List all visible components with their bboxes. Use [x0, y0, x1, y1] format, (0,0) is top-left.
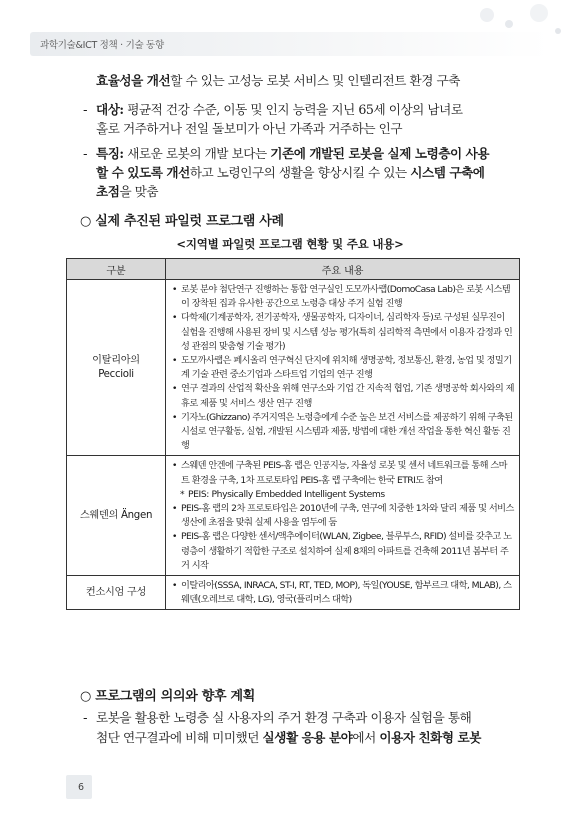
list-item: • 도모까사랩은 페시올리 연구혁신 단지에 위치해 생명공학, 정보통신, 환경, 농업 및 정밀기계 기술 관련 중소기업과 스타트업 기업의 연구 진행	[172, 354, 514, 382]
target-text-1: 평균적 건강 수준, 이동 및 인지 능력을 지닌 65세 이상의 남녀로	[123, 102, 463, 117]
table-row	[67, 280, 520, 456]
feature-bold: 기존에 개발된 로봇을 실제 노령층이 사용	[270, 146, 490, 161]
closing-text: 에서	[352, 730, 380, 745]
feature-line-2	[96, 164, 485, 182]
table-caption: <지역별 파일럿 프로그램 현황 및 주요 내용>	[176, 237, 404, 251]
feature-bold: 초점	[96, 184, 120, 199]
category-cell	[67, 280, 166, 456]
item-text: 도모까사랩은 페시올리 연구혁신 단지에 위치해 생명공학, 정보통신, 환경, 농업 및 정밀기계 기술 관련 중소기업과 스타트업 기업의 연구 진행	[181, 355, 512, 381]
item-text: 다학제(기계공학자, 전기공학자, 생물공학자, 디자이너, 심리학자 등)로 구성된 실무진이 실험을 진행해 사용된 장비 및 시스템 성능 평가(특히 심리학적 측면에서 이용자 감정과 인성 관점의 맞춤형 기술 평가)	[181, 312, 513, 352]
item-text: 연구 결과의 산업적 확산을 위해 연구소와 기업 간 지속적 협업, 기존 생명공학 회사와의 제휴로 제품 및 서비스 생산 연구 진행	[181, 383, 514, 409]
list-item: • 연구 결과의 산업적 확산을 위해 연구소와 기업 간 지속적 협업, 기존 생명공학 회사와의 제휴로 제품 및 서비스 생산 연구 진행	[172, 382, 514, 410]
item-text: 이탈리아(SSSA, INRACA, ST-I, RT, TED, MOP), 독일(YOUSE, 함부르크 대학, MLAB), 스웨덴(오레브로 대학, LG), 영국(플리머스 대학)	[181, 580, 512, 606]
dash-bullet: -	[83, 710, 88, 725]
closing-text: 첨단 연구결과에 비해 미미했던	[96, 730, 263, 745]
category-label: 스웨덴의 Ängen	[79, 509, 153, 521]
item-text: PEIS-홈 랩은 다양한 센서/액추에이터(WLAN, Zigbee, 블루투스, RFID) 설비를 갖추고 노령층이 생활하기 적합한 구조로 설치하여 실제 8채의 아파트를 건축해 2011년 봄부터 주거 시작	[181, 531, 512, 571]
feature-label: 특징:	[96, 146, 124, 161]
section-title: ○ 실제 추진된 파일럿 프로그램 사례	[80, 214, 284, 229]
table-header-row	[67, 259, 520, 280]
item-text: PEIS-홈 랩의 2차 프로토타입은 2010년에 구축, 연구에 치중한 1차와 달리 제품 및 서비스 생산에 초점을 맞춰 실제 사용을 염두에 둠	[181, 503, 514, 529]
dash-bullet: -	[83, 146, 88, 161]
feature-line-1	[96, 145, 489, 163]
decorative-dot	[505, 20, 513, 28]
table-row	[67, 456, 520, 576]
content-cell	[166, 280, 520, 456]
item-text: 기자노(Ghizzano) 주거지역은 노령층에게 수준 높은 보건 서비스를 제공하기 위해 구축된 시설로 연구활동, 실험, 개발된 시스템과 제품, 방법에 대한 개선 작업을 통한 혁신 활동 진행	[181, 411, 513, 452]
content-cell	[166, 456, 520, 576]
feature-bold: 시스템 구축에	[410, 165, 485, 180]
dash-bullet: -	[83, 102, 88, 117]
feature-bold: 할 수 있도록 개선	[96, 165, 190, 180]
intro-line	[96, 72, 460, 90]
list-item: • 스웨덴 안겐에 구축된 PEIS-홈 랩은 인공지능, 자율성 로봇 및 센서 네트워크를 통해 스마트 환경을 구축, 1차 프로토타입 PEIS-홈 랩 구축에는 한국 ETRI도 참여	[172, 459, 514, 487]
item-text: 로봇 분야 첨단연구 진행하는 통합 연구실인 도모까사랩(DomoCasa Lab)은 로봇 시스템이 장착된 집과 유사한 공간으로 노령층 대상 주거 실험 진행	[181, 284, 511, 310]
decorative-dot	[480, 8, 494, 22]
list-item: • 이탈리아(SSSA, INRACA, ST-I, RT, TED, MOP), 독일(YOUSE, 함부르크 대학, MLAB), 스웨덴(오레브로 대학, LG), 영국(플리머스 대학)	[172, 579, 514, 607]
list-item: • 로봇 분야 첨단연구 진행하는 통합 연구실인 도모까사랩(DomoCasa Lab)은 로봇 시스템이 장착된 집과 유사한 공간으로 노령층 대상 주거 실험 진행	[172, 283, 514, 311]
column-header: 구분	[67, 259, 166, 280]
list-item: • 다학제(기계공학자, 전기공학자, 생물공학자, 디자이너, 심리학자 등)로 구성된 실무진이 실험을 진행해 사용된 장비 및 시스템 성능 평가(특히 심리학적 측면에서 이용자 감정과 인성 관점의 맞춤형 기술 평가)	[172, 311, 514, 354]
target-line-1	[96, 101, 463, 119]
pilot-program-table	[66, 258, 520, 610]
intro-rest: 할 수 있는 고성능 로봇 서비스 및 인텔리전트 환경 구축	[170, 73, 460, 88]
feature-text: 하고 노령인구의 생활을 향상시킬 수 있는	[189, 165, 411, 180]
intro-bold: 효율성을 개선	[96, 73, 171, 88]
category-label: 컨소시엄 구성	[85, 586, 147, 598]
list-item: • PEIS-홈 랩은 다양한 센서/액추에이터(WLAN, Zigbee, 블루투스, RFID) 설비를 갖추고 노령층이 생활하기 적합한 구조로 설치하여 실제 8채의 아파트를 건축해 2011년 봄부터 주거 시작	[172, 530, 514, 573]
target-line-2: 홀로 거주하거나 전일 돌보미가 아닌 가족과 거주하는 인구	[96, 121, 403, 136]
list-item: • PEIS-홈 랩의 2차 프로토타입은 2010년에 구축, 연구에 치중한 1차와 달리 제품 및 서비스 생산에 초점을 맞춰 실제 사용을 염두에 둠	[172, 502, 514, 530]
category-label: Peccioli	[98, 368, 134, 380]
table-row	[67, 576, 520, 610]
page-number: 6	[78, 782, 85, 793]
feature-line-3	[96, 183, 158, 201]
decorative-dot	[530, 4, 548, 22]
item-text: 스웨덴 안겐에 구축된 PEIS-홈 랩은 인공지능, 자율성 로봇 및 센서 네트워크를 통해 스마트 환경을 구축, 1차 프로토타입 PEIS-홈 랩 구축에는 한국 ETRI도 참여	[181, 460, 507, 486]
closing-line-1: 로봇을 활용한 노령층 실 사용자의 주거 환경 구축과 이용자 실험을 통해	[96, 710, 472, 725]
column-header: 주요 내용	[166, 259, 520, 280]
category-cell	[67, 456, 166, 576]
feature-text: 을 맞춤	[119, 184, 159, 199]
category-cell	[67, 576, 166, 610]
category-label: 이탈리아의	[92, 354, 140, 366]
closing-bold: 실생활 응용 분야	[262, 730, 353, 745]
sub-note: * PEIS: Physically Embedded Intelligent Systems	[172, 488, 514, 502]
feature-text: 새로운 로봇의 개발 보다는	[123, 146, 271, 161]
header-title: 과학기술&ICT 정책 · 기술 동향	[40, 40, 164, 51]
closing-bold: 이용자 친화형 로봇	[379, 730, 481, 745]
section-title: ○ 프로그램의 의의와 향후 계획	[80, 689, 256, 704]
closing-line-2	[96, 729, 481, 747]
content-cell	[166, 576, 520, 610]
target-label: 대상:	[96, 102, 124, 117]
sub-note-text: PEIS: Physically Embedded Intelligent Systems	[188, 488, 385, 500]
list-item: • 기자노(Ghizzano) 주거지역은 노령층에게 수준 높은 보건 서비스를 제공하기 위해 구축된 시설로 연구활동, 실험, 개발된 시스템과 제품, 방법에 대한 개선 작업을 통한 혁신 활동 진행	[172, 411, 514, 454]
decorative-dot	[555, 28, 561, 34]
